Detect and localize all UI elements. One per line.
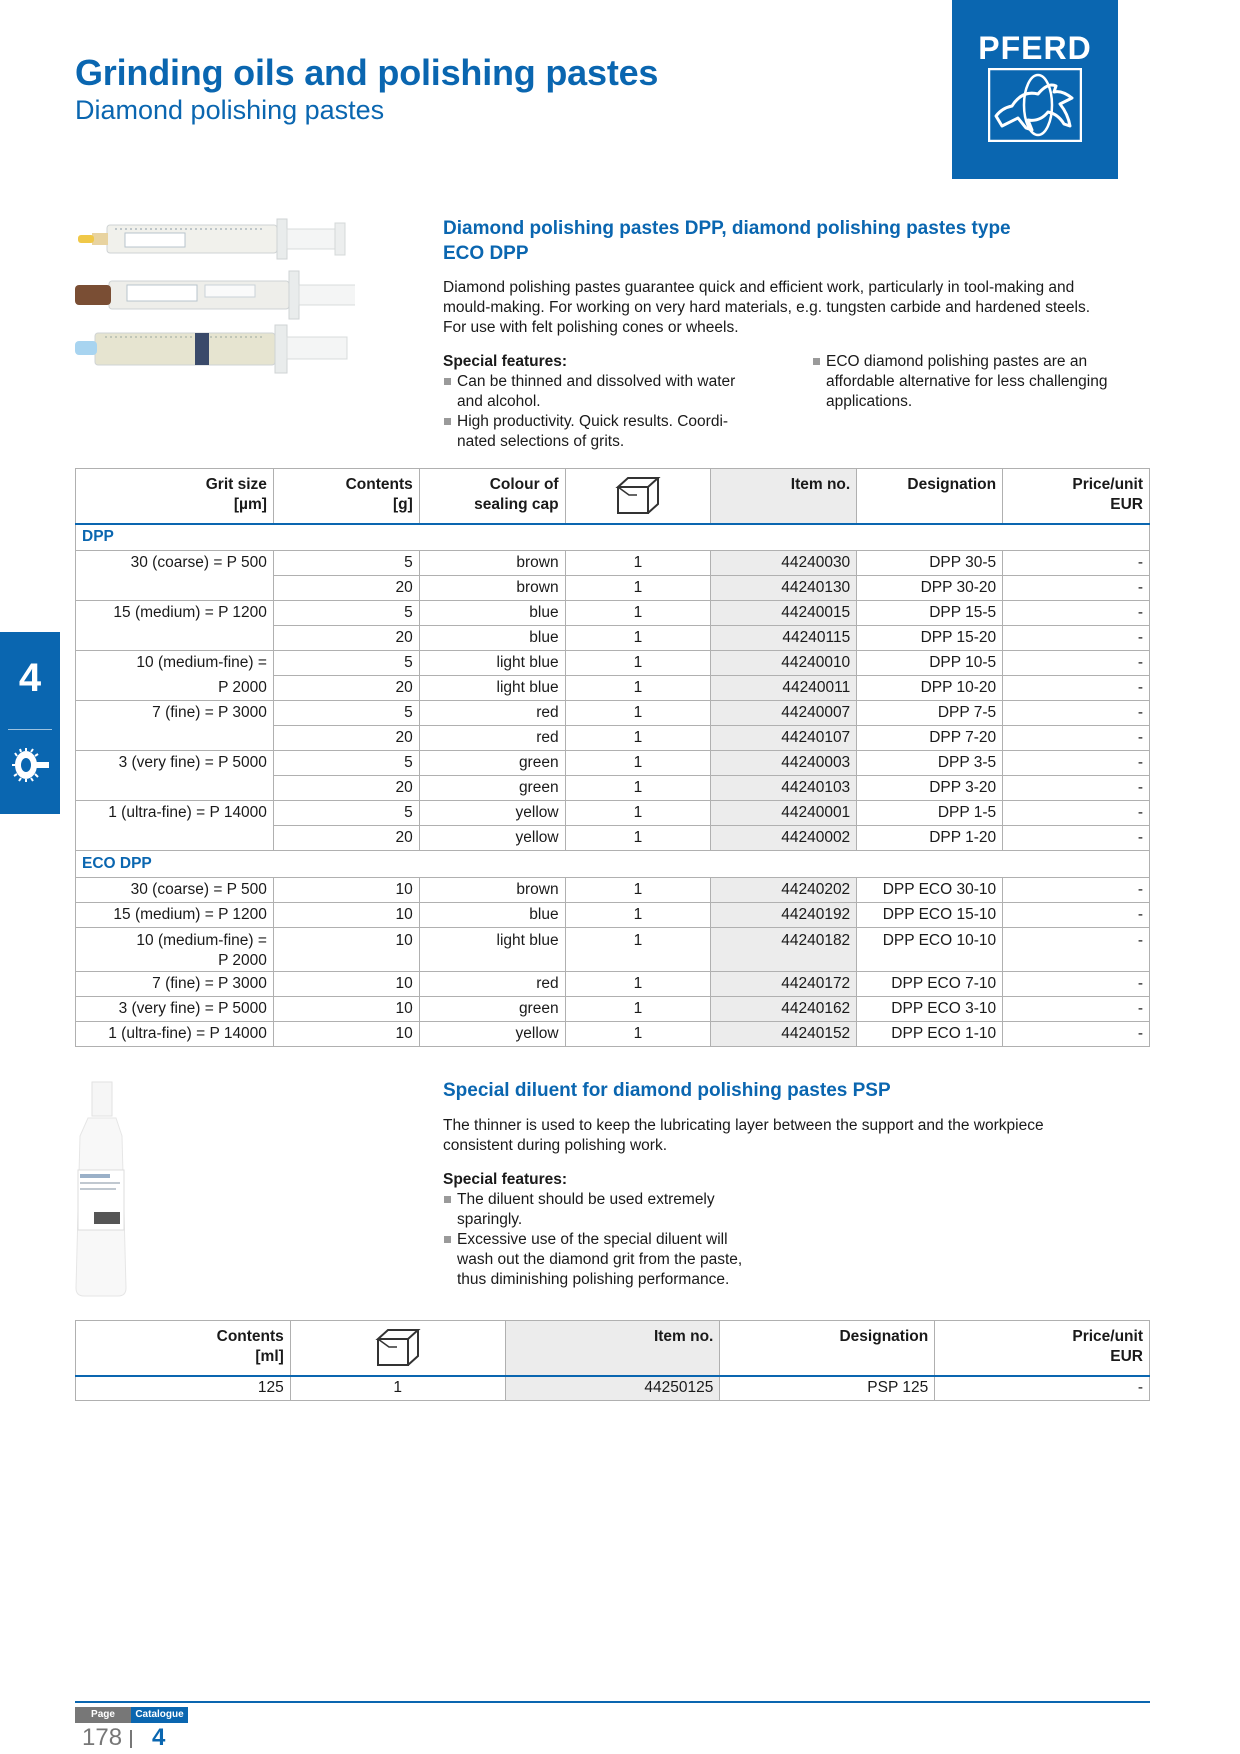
footer-page-label: Page — [75, 1707, 131, 1723]
psp-feature-1-line1: The diluent should be used extremely — [457, 1191, 715, 1208]
dpp-title-line1: Diamond polishing pastes DPP, diamond polishing pastes type — [443, 218, 1011, 239]
cell-price: - — [1003, 776, 1150, 801]
psp-feature-1 — [443, 1190, 803, 1230]
dpp-title-line2: ECO DPP — [443, 243, 529, 264]
footer-catalogue-number: 4 — [152, 1724, 166, 1751]
table-row — [76, 651, 1150, 676]
dpp-desc-line1: Diamond polishing pastes guarantee quick and efficient work, particularly in tool-making and — [443, 279, 1075, 296]
bullet-square-icon — [813, 358, 820, 365]
header-contents-unit: [ml] — [255, 1348, 284, 1365]
diluent-bottle-image — [70, 1078, 136, 1300]
dpp-desc-line3: For use with felt polishing cones or wheels. — [443, 319, 739, 336]
cell-grit-size — [76, 576, 274, 601]
page-subtitle: Diamond polishing pastes — [75, 95, 385, 125]
cell-item-no: 44240182 — [711, 928, 857, 972]
cell-item-no: 44240010 — [711, 651, 857, 676]
cell-contents: 10 — [273, 972, 419, 997]
cell-colour: green — [419, 997, 565, 1022]
header-pack-unit — [565, 469, 711, 524]
header-designation: Designation — [720, 1321, 935, 1376]
header-contents — [273, 469, 419, 524]
cell-grit-size: 3 (very fine) = P 5000 — [76, 997, 274, 1022]
grit-line2: P 2000 — [218, 952, 267, 969]
cell-grit-size: 7 (fine) = P 3000 — [76, 701, 274, 726]
cell-grit-size: 1 (ultra-fine) = P 14000 — [76, 801, 274, 826]
cell-colour: light blue — [419, 651, 565, 676]
cell-pack: 1 — [565, 751, 711, 776]
cell-designation: DPP 15-5 — [857, 601, 1003, 626]
cell-item-no: 44240192 — [711, 903, 857, 928]
dpp-feature-1-line1: Can be thinned and dissolved with water — [457, 373, 736, 390]
cell-contents: 5 — [273, 551, 419, 576]
cell-price: - — [1003, 903, 1150, 928]
group-label-eco: ECO DPP — [76, 851, 1150, 878]
cell-price: - — [1003, 601, 1150, 626]
package-box-icon — [615, 475, 661, 515]
header-grit-unit: [µm] — [233, 496, 267, 513]
cell-pack: 1 — [565, 928, 711, 972]
cell-colour: blue — [419, 626, 565, 651]
psp-features-heading: Special features: — [443, 1171, 568, 1188]
table-header-row — [76, 469, 1150, 524]
footer-rule — [75, 1701, 1150, 1703]
dpp-feature-2-line2: nated selections of grits. — [457, 433, 625, 450]
cell-item-no: 44240162 — [711, 997, 857, 1022]
header-designation: Designation — [857, 469, 1003, 524]
cell-pack: 1 — [565, 726, 711, 751]
cell-price: - — [935, 1376, 1150, 1401]
header-contents-label: Contents — [216, 1328, 284, 1345]
table-row — [76, 972, 1150, 997]
cell-designation: PSP 125 — [720, 1376, 935, 1401]
cell-designation: DPP 30-5 — [857, 551, 1003, 576]
cell-designation: DPP ECO 3-10 — [857, 997, 1003, 1022]
cell-pack: 1 — [290, 1376, 505, 1401]
cell-grit-size: 10 (medium-fine) = — [76, 651, 274, 676]
cell-item-no: 44240152 — [711, 1022, 857, 1047]
cell-price: - — [1003, 997, 1150, 1022]
cell-contents: 5 — [273, 751, 419, 776]
table-row — [76, 1022, 1150, 1047]
dpp-features-left — [443, 352, 783, 452]
cell-designation: DPP ECO 10-10 — [857, 928, 1003, 972]
cell-designation: DPP ECO 30-10 — [857, 878, 1003, 903]
cell-grit-size — [76, 726, 274, 751]
cell-designation: DPP 3-5 — [857, 751, 1003, 776]
header-contents — [76, 1321, 291, 1376]
bullet-square-icon — [444, 418, 451, 425]
cell-item-no: 44240030 — [711, 551, 857, 576]
table-row — [76, 903, 1150, 928]
cell-contents: 20 — [273, 826, 419, 851]
cell-colour: yellow — [419, 801, 565, 826]
psp-desc-line2: consistent during polishing work. — [443, 1137, 668, 1154]
header-grit-label: Grit size — [205, 476, 267, 493]
dpp-feature-2 — [443, 412, 783, 452]
footer-catalogue-label: Catalogue — [131, 1707, 188, 1723]
cell-price: - — [1003, 878, 1150, 903]
psp-feature-2 — [443, 1230, 803, 1290]
cell-contents: 20 — [273, 576, 419, 601]
table-row — [76, 701, 1150, 726]
header-item-no: Item no. — [711, 469, 857, 524]
cell-designation: DPP 1-5 — [857, 801, 1003, 826]
cell-pack: 1 — [565, 651, 711, 676]
cell-pack: 1 — [565, 601, 711, 626]
dpp-features-right — [812, 352, 1152, 412]
cell-item-no: 44240001 — [711, 801, 857, 826]
cell-colour: brown — [419, 551, 565, 576]
cell-designation: DPP 3-20 — [857, 776, 1003, 801]
cell-grit-size: 30 (coarse) = P 500 — [76, 878, 274, 903]
table-row — [76, 928, 1150, 972]
cell-contents: 10 — [273, 878, 419, 903]
cell-contents: 20 — [273, 776, 419, 801]
bullet-square-icon — [444, 1196, 451, 1203]
cell-pack: 1 — [565, 626, 711, 651]
cell-colour: blue — [419, 601, 565, 626]
cell-item-no: 44240172 — [711, 972, 857, 997]
cell-price: - — [1003, 1022, 1150, 1047]
cell-item-no: 44240115 — [711, 626, 857, 651]
cell-price: - — [1003, 801, 1150, 826]
flap-wheel-icon — [9, 744, 51, 786]
cell-designation: DPP ECO 15-10 — [857, 903, 1003, 928]
table-row — [76, 576, 1150, 601]
dpp-product-table — [75, 468, 1150, 1047]
psp-feature-2-line3: thus diminishing polishing performance. — [457, 1271, 730, 1288]
header-colour-label: Colour of — [489, 476, 559, 493]
cell-colour: light blue — [419, 928, 565, 972]
psp-desc-line1: The thinner is used to keep the lubricating layer between the support and the workpiece — [443, 1117, 1044, 1134]
table-header-row — [76, 1321, 1150, 1376]
cell-colour: green — [419, 776, 565, 801]
cell-designation: DPP 15-20 — [857, 626, 1003, 651]
header-pack-unit — [290, 1321, 505, 1376]
cell-grit-size: 3 (very fine) = P 5000 — [76, 751, 274, 776]
dpp-features-heading: Special features: — [443, 353, 568, 370]
table-row — [76, 1376, 1150, 1401]
table-row — [76, 676, 1150, 701]
table-row — [76, 551, 1150, 576]
table-row — [76, 801, 1150, 826]
cell-grit-size: 30 (coarse) = P 500 — [76, 551, 274, 576]
cell-contents: 5 — [273, 651, 419, 676]
dpp-feature-3-line1: ECO diamond polishing pastes are an — [826, 353, 1088, 370]
header-price — [1003, 469, 1150, 524]
psp-feature-2-line2: wash out the diamond grit from the paste, — [457, 1251, 743, 1268]
cell-grit-size: 15 (medium) = P 1200 — [76, 601, 274, 626]
cell-colour: red — [419, 972, 565, 997]
horse-logo-icon — [988, 68, 1082, 142]
eco-rows — [76, 878, 1150, 1047]
cell-grit-size — [76, 826, 274, 851]
cell-price: - — [1003, 751, 1150, 776]
header-price-label: Price/unit — [1072, 476, 1143, 493]
cell-designation: DPP ECO 1-10 — [857, 1022, 1003, 1047]
table-row — [76, 626, 1150, 651]
cell-price: - — [1003, 576, 1150, 601]
cell-item-no: 44250125 — [505, 1376, 720, 1401]
cell-designation: DPP 7-5 — [857, 701, 1003, 726]
cell-contents: 10 — [273, 903, 419, 928]
table-row — [76, 826, 1150, 851]
cell-item-no: 44240103 — [711, 776, 857, 801]
cell-contents: 125 — [76, 1376, 291, 1401]
header-item-no: Item no. — [505, 1321, 720, 1376]
cell-contents: 20 — [273, 626, 419, 651]
cell-colour: light blue — [419, 676, 565, 701]
cell-item-no: 44240107 — [711, 726, 857, 751]
psp-features — [443, 1170, 803, 1290]
cell-item-no: 44240003 — [711, 751, 857, 776]
logo-text: PFERD — [978, 30, 1092, 66]
cell-price: - — [1003, 626, 1150, 651]
cell-contents: 10 — [273, 928, 419, 972]
package-box-icon — [375, 1327, 421, 1367]
table-row — [76, 601, 1150, 626]
cell-contents: 5 — [273, 601, 419, 626]
group-row-dpp — [76, 524, 1150, 551]
cell-designation: DPP 10-5 — [857, 651, 1003, 676]
dpp-feature-3-line2: affordable alternative for less challenging — [826, 373, 1108, 390]
grit-line1: 10 (medium-fine) = — [136, 932, 267, 949]
cell-grit-size — [76, 626, 274, 651]
header-price — [935, 1321, 1150, 1376]
cell-grit-size — [76, 776, 274, 801]
dpp-feature-3-line3: applications. — [826, 393, 913, 410]
dpp-feature-3 — [812, 352, 1152, 412]
cell-pack: 1 — [565, 972, 711, 997]
cell-item-no: 44240130 — [711, 576, 857, 601]
table-row — [76, 751, 1150, 776]
bullet-square-icon — [444, 1236, 451, 1243]
cell-pack: 1 — [565, 878, 711, 903]
cell-contents: 10 — [273, 1022, 419, 1047]
cell-price: - — [1003, 826, 1150, 851]
psp-feature-1-line2: sparingly. — [457, 1211, 523, 1228]
footer-page-number: 178 — [82, 1724, 123, 1751]
cell-colour: green — [419, 751, 565, 776]
dpp-feature-1-line2: and alcohol. — [457, 393, 541, 410]
table-row — [76, 997, 1150, 1022]
chapter-number: 4 — [18, 656, 42, 700]
cell-colour: brown — [419, 878, 565, 903]
header-contents-unit: [g] — [392, 496, 413, 513]
cell-price: - — [1003, 928, 1150, 972]
cell-grit-size — [76, 928, 274, 972]
cell-colour: red — [419, 726, 565, 751]
cell-designation: DPP 7-20 — [857, 726, 1003, 751]
cell-pack: 1 — [565, 676, 711, 701]
cell-item-no: 44240202 — [711, 878, 857, 903]
cell-item-no: 44240015 — [711, 601, 857, 626]
cell-price: - — [1003, 551, 1150, 576]
cell-colour: yellow — [419, 1022, 565, 1047]
cell-pack: 1 — [565, 1022, 711, 1047]
cell-grit-size: 15 (medium) = P 1200 — [76, 903, 274, 928]
cell-designation: DPP 30-20 — [857, 576, 1003, 601]
group-row-eco — [76, 851, 1150, 878]
dpp-desc-line2: mould-making. For working on very hard materials, e.g. tungsten carbide and hardened steels. — [443, 299, 1091, 316]
brand-logo — [952, 0, 1118, 179]
cell-colour: yellow — [419, 826, 565, 851]
cell-contents: 5 — [273, 801, 419, 826]
psp-feature-2-line1: Excessive use of the special diluent will — [457, 1231, 728, 1248]
cell-contents: 20 — [273, 676, 419, 701]
cell-item-no: 44240007 — [711, 701, 857, 726]
cell-pack: 1 — [565, 997, 711, 1022]
group-label-dpp: DPP — [76, 524, 1150, 551]
header-contents-label: Contents — [345, 476, 413, 493]
cell-price: - — [1003, 676, 1150, 701]
header-colour — [419, 469, 565, 524]
cell-colour: red — [419, 701, 565, 726]
cell-price: - — [1003, 972, 1150, 997]
syringe-product-image — [65, 213, 355, 408]
cell-item-no: 44240002 — [711, 826, 857, 851]
bullet-square-icon — [444, 378, 451, 385]
dpp-section-title — [443, 216, 1011, 266]
cell-grit-size: P 2000 — [76, 676, 274, 701]
dpp-description — [443, 278, 1163, 338]
chapter-divider — [8, 729, 52, 730]
header-grit-size — [76, 469, 274, 524]
dpp-feature-2-line1: High productivity. Quick results. Coordi- — [457, 413, 729, 430]
cell-designation: DPP 10-20 — [857, 676, 1003, 701]
dpp-feature-1 — [443, 372, 783, 412]
header-price-label: Price/unit — [1072, 1328, 1143, 1345]
cell-pack: 1 — [565, 801, 711, 826]
cell-contents: 5 — [273, 701, 419, 726]
cell-item-no: 44240011 — [711, 676, 857, 701]
cell-pack: 1 — [565, 551, 711, 576]
table-row — [76, 776, 1150, 801]
header-price-currency: EUR — [1110, 496, 1143, 513]
cell-contents: 20 — [273, 726, 419, 751]
psp-section-title: Special diluent for diamond polishing pastes PSP — [443, 1080, 891, 1101]
cell-grit-size: 1 (ultra-fine) = P 14000 — [76, 1022, 274, 1047]
table-row — [76, 726, 1150, 751]
cell-price: - — [1003, 701, 1150, 726]
psp-product-table — [75, 1320, 1150, 1401]
cell-pack: 1 — [565, 903, 711, 928]
cell-pack: 1 — [565, 826, 711, 851]
page-title: Grinding oils and polishing pastes — [75, 52, 659, 93]
cell-contents: 10 — [273, 997, 419, 1022]
header-price-currency: EUR — [1110, 1348, 1143, 1365]
footer-separator — [130, 1730, 132, 1748]
table-row — [76, 878, 1150, 903]
cell-pack: 1 — [565, 701, 711, 726]
cell-designation: DPP 1-20 — [857, 826, 1003, 851]
cell-price: - — [1003, 651, 1150, 676]
psp-description — [443, 1116, 1163, 1156]
header-colour-label2: sealing cap — [474, 496, 559, 513]
cell-colour: brown — [419, 576, 565, 601]
cell-colour: blue — [419, 903, 565, 928]
cell-grit-size: 7 (fine) = P 3000 — [76, 972, 274, 997]
dpp-rows — [76, 551, 1150, 851]
cell-pack: 1 — [565, 776, 711, 801]
cell-price: - — [1003, 726, 1150, 751]
chapter-tab[interactable] — [0, 632, 60, 814]
cell-designation: DPP ECO 7-10 — [857, 972, 1003, 997]
cell-pack: 1 — [565, 576, 711, 601]
